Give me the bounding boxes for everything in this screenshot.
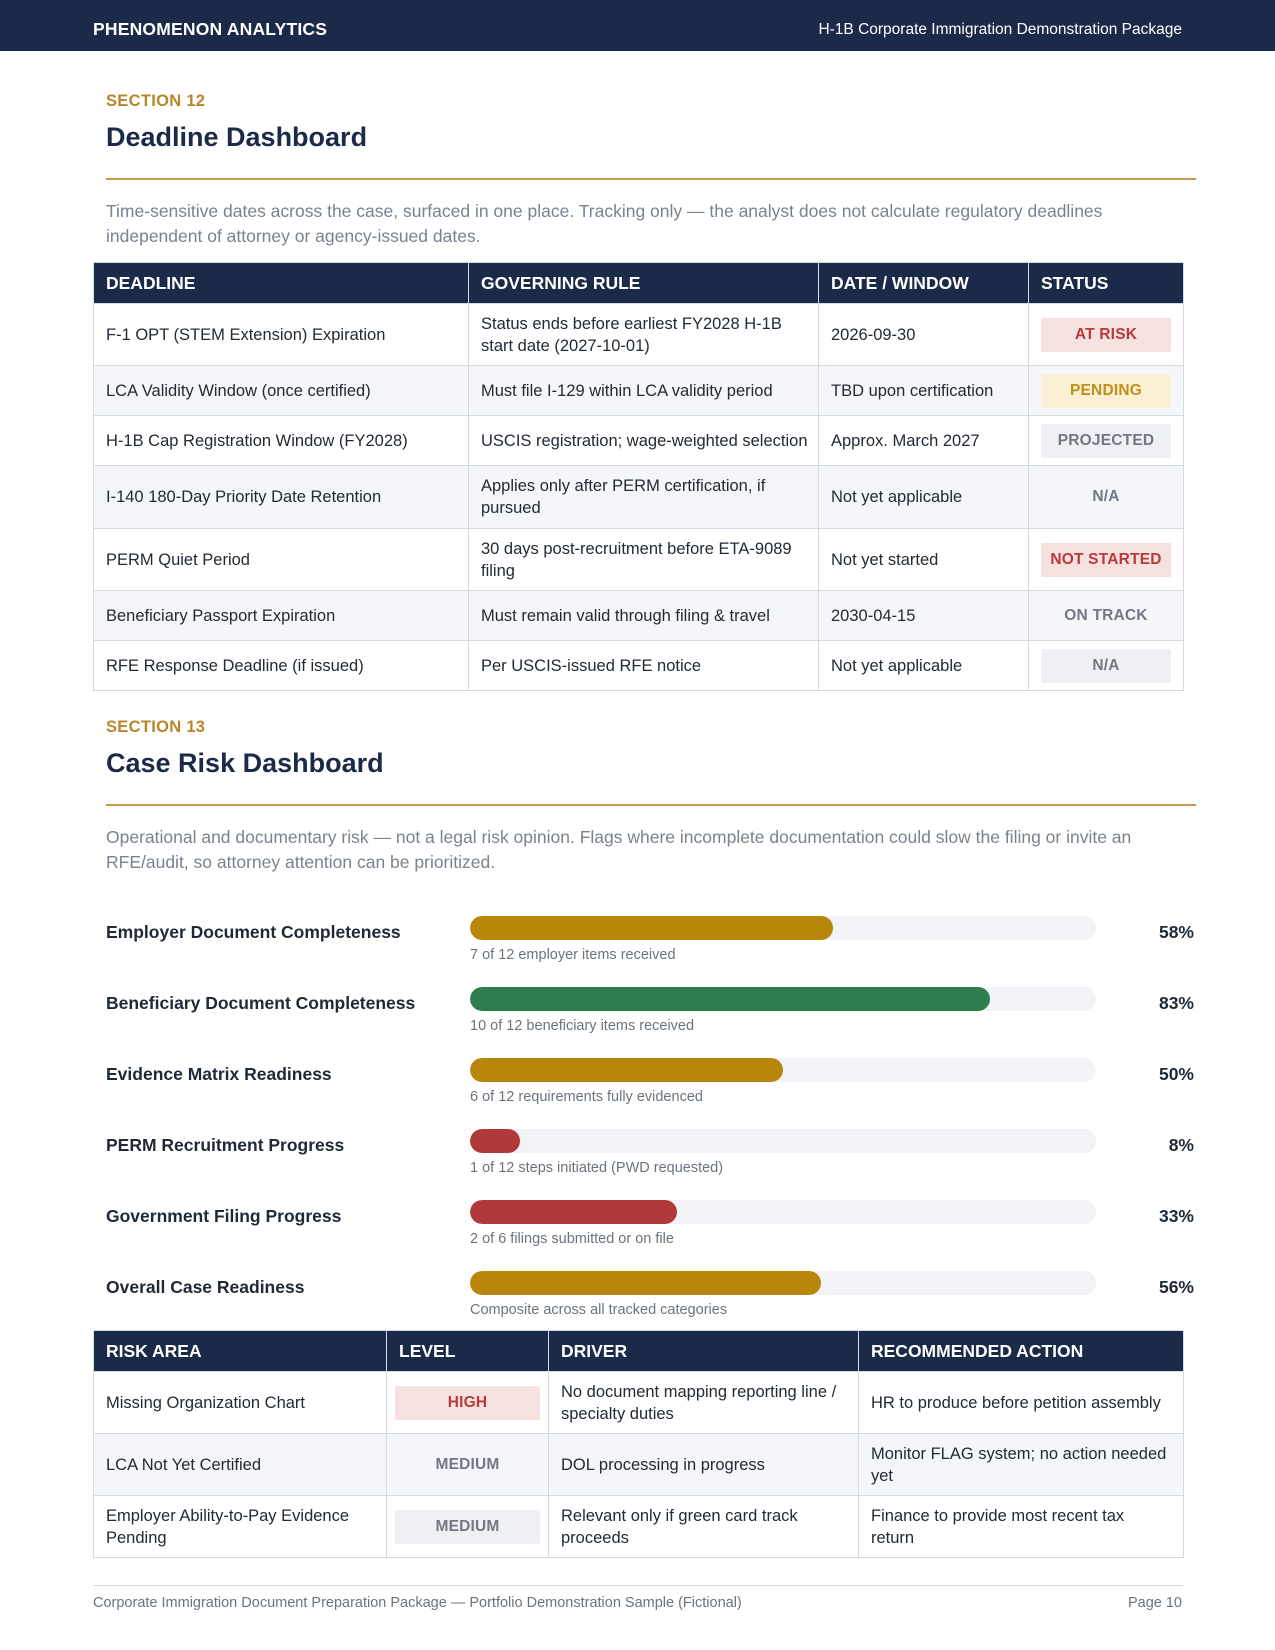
date-cell: Not yet applicable <box>819 466 1029 529</box>
progress-fill <box>470 1058 783 1082</box>
meter-caption: 7 of 12 employer items received <box>470 947 676 963</box>
progress-fill <box>470 987 990 1011</box>
table-row <box>94 416 1184 466</box>
meter-percent: 8% <box>1168 1135 1194 1155</box>
deadline-table <box>93 262 1184 691</box>
meter-percent: 56% <box>1158 1277 1194 1297</box>
column-header-risk-area: RISK AREA <box>94 1331 387 1372</box>
progress-meter <box>0 922 1275 982</box>
risk-table <box>93 1330 1184 1558</box>
deadline-cell: LCA Validity Window (once certified) <box>94 366 469 416</box>
meter-caption: 1 of 12 steps initiated (PWD requested) <box>470 1160 724 1176</box>
section-13-intro: Operational and documentary risk — not a legal risk opinion. Flags where incomplete documentation could slow the filing or invite an RFE/audit, so attorney attention can be prioritized. <box>106 827 1132 872</box>
deadline-cell: F-1 OPT (STEM Extension) Expiration <box>94 304 469 366</box>
rule-cell: 30 days post-recruitment before ETA-9089 filing <box>469 529 819 591</box>
meter-caption: 10 of 12 beneficiary items received <box>470 1018 695 1034</box>
section-12-label: SECTION 12 <box>106 92 206 110</box>
deadline-cell: H-1B Cap Registration Window (FY2028) <box>94 416 469 466</box>
risk-area-cell: Employer Ability-to-Pay Evidence Pending <box>94 1496 387 1558</box>
progress-fill <box>470 1129 520 1153</box>
rule-cell: USCIS registration; wage-weighted selection <box>469 416 819 466</box>
meter-label: PERM Recruitment Progress <box>106 1135 345 1155</box>
table-row <box>94 1496 1184 1558</box>
brand-name: PHENOMENON ANALYTICS <box>93 19 328 39</box>
section-13-title: Case Risk Dashboard <box>106 748 384 778</box>
progress-fill <box>470 1271 821 1295</box>
table-row <box>94 641 1184 691</box>
meter-caption: Composite across all tracked categories <box>470 1302 728 1318</box>
date-cell: Approx. March 2027 <box>819 416 1029 466</box>
progress-meter <box>0 1277 1275 1337</box>
progress-fill <box>470 1200 677 1224</box>
status-badge: N/A <box>1092 488 1120 505</box>
progress-meter <box>0 1135 1275 1195</box>
meter-percent: 83% <box>1158 993 1194 1013</box>
meter-caption: 2 of 6 filings submitted or on file <box>470 1231 674 1247</box>
driver-cell: No document mapping reporting line / specialty duties <box>549 1372 859 1434</box>
status-badge: ON TRACK <box>1064 606 1148 624</box>
table-row <box>94 466 1184 529</box>
table-row <box>94 529 1184 591</box>
date-cell: TBD upon certification <box>819 366 1029 416</box>
progress-track <box>470 916 1096 940</box>
deadline-cell: PERM Quiet Period <box>94 529 469 591</box>
meter-percent: 58% <box>1158 922 1194 942</box>
table-row <box>94 1434 1184 1496</box>
document-title: H-1B Corporate Immigration Demonstration Package <box>818 21 1182 38</box>
rule-cell: Status ends before earliest FY2028 H-1B start date (2027-10-01) <box>469 304 819 366</box>
progress-track <box>470 1200 1096 1224</box>
page-number: Page 10 <box>1127 1595 1182 1611</box>
column-header-date-window: DATE / WINDOW <box>819 263 1029 304</box>
column-header-status: STATUS <box>1029 263 1184 304</box>
progress-fill <box>470 916 833 940</box>
date-cell: Not yet applicable <box>819 641 1029 691</box>
column-header-governing-rule: GOVERNING RULE <box>469 263 819 304</box>
date-cell: 2030-04-15 <box>819 591 1029 641</box>
table-row <box>94 591 1184 641</box>
meter-label: Beneficiary Document Completeness <box>106 993 416 1013</box>
risk-area-cell: Missing Organization Chart <box>94 1372 387 1434</box>
column-header-level: LEVEL <box>387 1331 549 1372</box>
date-cell: Not yet started <box>819 529 1029 591</box>
deadline-cell: I-140 180-Day Priority Date Retention <box>94 466 469 529</box>
deadline-cell: Beneficiary Passport Expiration <box>94 591 469 641</box>
risk-level-badge: HIGH <box>395 1386 540 1420</box>
progress-track <box>470 1129 1096 1153</box>
meter-label: Employer Document Completeness <box>106 922 401 942</box>
driver-cell: DOL processing in progress <box>549 1434 859 1496</box>
section-12-rule <box>106 178 1196 180</box>
deadline-table-header <box>94 263 1184 304</box>
progress-track <box>470 1058 1096 1082</box>
deadline-cell: RFE Response Deadline (if issued) <box>94 641 469 691</box>
risk-level-badge: MEDIUM <box>395 1510 540 1544</box>
footer-rule <box>93 1585 1183 1586</box>
progress-meter <box>0 1206 1275 1266</box>
progress-meter <box>0 993 1275 1053</box>
rule-cell: Must remain valid through filing & travel <box>469 591 819 641</box>
header-bar <box>0 0 1275 51</box>
status-badge: NOT STARTED <box>1041 543 1171 577</box>
status-badge: PROJECTED <box>1041 424 1171 458</box>
table-row <box>94 304 1184 366</box>
rule-cell: Applies only after PERM certification, if pursued <box>469 466 819 529</box>
progress-meter <box>0 1064 1275 1124</box>
action-cell: Monitor FLAG system; no action needed yet <box>859 1434 1184 1496</box>
footer-text: Corporate Immigration Document Preparation Package — Portfolio Demonstration Sample (Fictional) <box>93 1595 742 1611</box>
column-header-deadline: DEADLINE <box>94 263 469 304</box>
meter-percent: 33% <box>1158 1206 1194 1226</box>
column-header-driver: DRIVER <box>549 1331 859 1372</box>
action-cell: Finance to provide most recent tax return <box>859 1496 1184 1558</box>
table-row <box>94 1372 1184 1434</box>
progress-track <box>470 987 1096 1011</box>
table-row <box>94 366 1184 416</box>
risk-level-badge: MEDIUM <box>435 1455 500 1473</box>
rule-cell: Per USCIS-issued RFE notice <box>469 641 819 691</box>
meter-percent: 50% <box>1158 1064 1194 1084</box>
action-cell: HR to produce before petition assembly <box>859 1372 1184 1434</box>
risk-table-header <box>94 1331 1184 1372</box>
date-cell: 2026-09-30 <box>819 304 1029 366</box>
meter-label: Government Filing Progress <box>106 1206 342 1226</box>
section-12-title: Deadline Dashboard <box>106 122 368 152</box>
section-13-label: SECTION 13 <box>106 718 206 736</box>
section-13-rule <box>106 804 1196 806</box>
column-header-recommended-action: RECOMMENDED ACTION <box>859 1331 1184 1372</box>
meter-caption: 6 of 12 requirements fully evidenced <box>470 1089 703 1105</box>
progress-track <box>470 1271 1096 1295</box>
driver-cell: Relevant only if green card track proceeds <box>549 1496 859 1558</box>
rule-cell: Must file I-129 within LCA validity period <box>469 366 819 416</box>
meter-label: Overall Case Readiness <box>106 1277 305 1297</box>
status-badge: PENDING <box>1041 374 1171 408</box>
meter-label: Evidence Matrix Readiness <box>106 1064 332 1084</box>
section-12-intro: Time-sensitive dates across the case, surfaced in one place. Tracking only — the analyst does not calculate regulatory deadlines independent of attorney or agency-issued dates. <box>106 201 1103 246</box>
status-badge: AT RISK <box>1041 318 1171 352</box>
risk-area-cell: LCA Not Yet Certified <box>94 1434 387 1496</box>
status-badge: N/A <box>1041 649 1171 683</box>
